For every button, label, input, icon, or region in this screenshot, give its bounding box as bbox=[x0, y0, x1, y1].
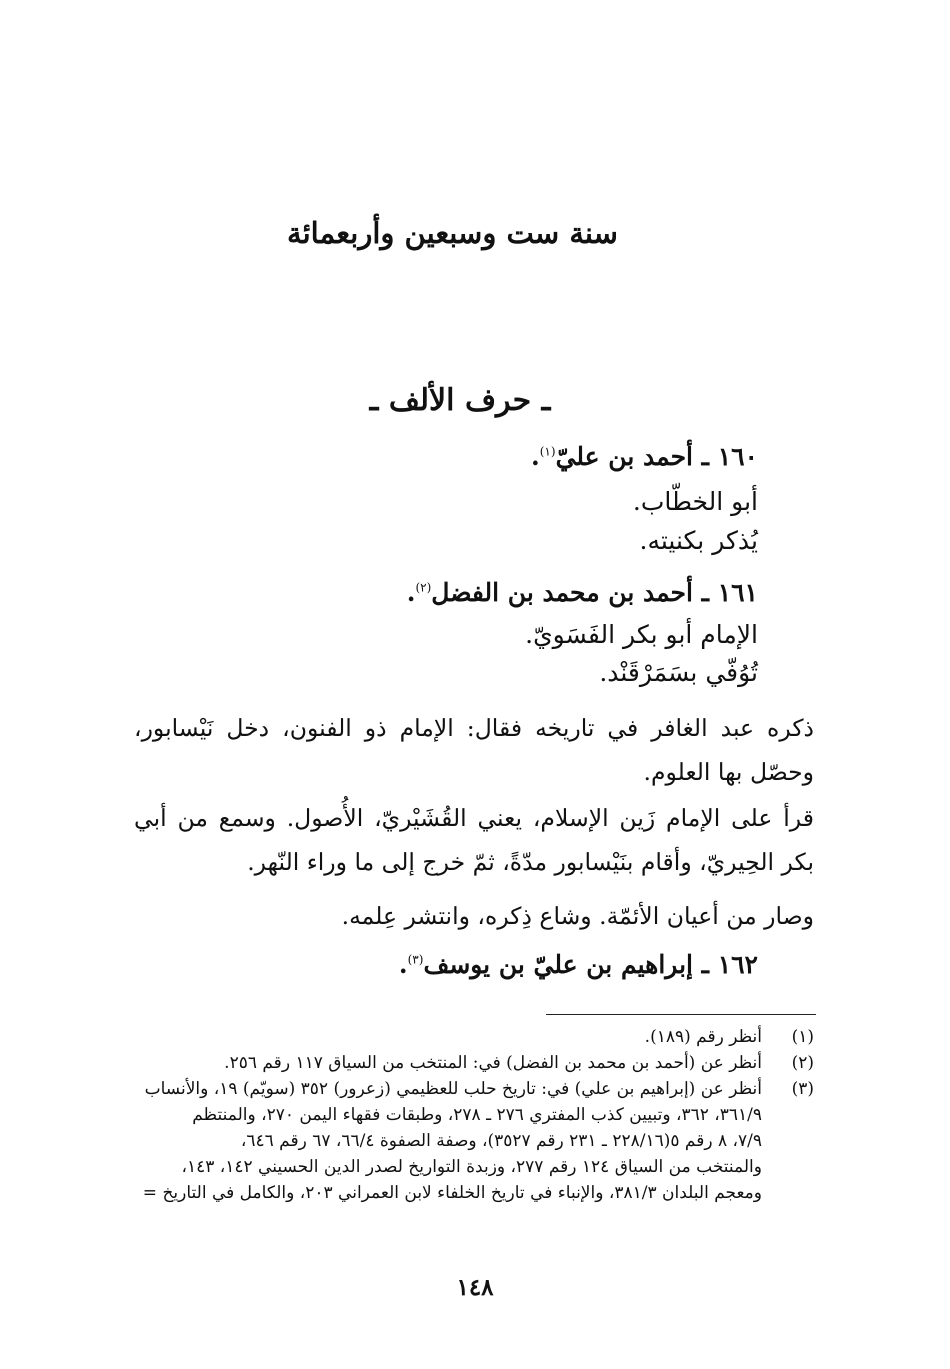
footnote-text: أنظر رقم (١٨٩). bbox=[644, 1027, 762, 1047]
footnote-ref: (١) bbox=[539, 444, 556, 459]
entry-line: يُذكر بكنيته. bbox=[639, 526, 758, 555]
footnote-1 bbox=[94, 1024, 814, 1050]
body-paragraph: قرأ على الإمام زَين الإسلام، يعني القُشَيْريّ، الأُصول. وسمع من أبي بكر الحِيريّ، وأقام بنَيْسابور مدّةً، ثمّ خرج إلى ما وراء النّهر. bbox=[134, 804, 814, 876]
footnote-number: (١) bbox=[791, 1027, 814, 1047]
body-paragraph: ذكره عبد الغافر في تاريخه فقال: الإمام ذو الفنون، دخل نَيْسابور، وحصّل بها العلوم. bbox=[134, 714, 814, 786]
entry-line: أبو الخطّاب. bbox=[632, 487, 758, 516]
footnote-text: ومعجم البلدان ٣٨١/٣، والإنباء في تاريخ الخلفاء لابن العمراني ٢٠٣، والكامل في التاريخ = bbox=[142, 1183, 762, 1203]
section-title: ـ حرف الألف ـ bbox=[369, 383, 551, 418]
entry-heading-text: ١٦٠ ـ أحمد بن عليّ bbox=[555, 442, 758, 471]
entry-heading: ١٦١ ـ أحمد بن محمد بن الفضل$^{(٢)}$. bbox=[406, 578, 758, 607]
footnote-ref: (٢) bbox=[415, 580, 432, 595]
footnote-divider bbox=[546, 1014, 816, 1015]
entry-line: تُوُفّي بسَمَرْقَنْد. bbox=[599, 658, 758, 687]
footnote-2 bbox=[94, 1050, 814, 1076]
footnote-text: أنظر عن (إبراهيم بن علي) في: تاريخ حلب للعظيمي (زعرور) ٣٥٢ (سويّم) ١٩، والأنساب bbox=[144, 1079, 762, 1099]
year-title: سنة ست وسبعين وأربعمائة bbox=[287, 216, 618, 250]
page-number: ١٤٨ bbox=[456, 1274, 494, 1301]
footnote-text: ٣٦١/٩، ٣٦٢، وتبيين كذب المفتري ٢٧٦ ـ ٢٧٨، وطبقات فقهاء اليمن ٢٧٠، والمنتظم bbox=[192, 1105, 762, 1125]
entry-heading-text: ١٦١ ـ أحمد بن محمد بن الفضل bbox=[431, 578, 758, 607]
footnote-number: (٢) bbox=[791, 1053, 814, 1073]
footnote-text: أنظر عن (أحمد بن محمد بن الفضل) في: المنتخب من السياق ١١٧ رقم ٢٥٦. bbox=[224, 1053, 762, 1073]
entry-heading: ١٦٠ ـ أحمد بن عليّ$^{(١)}$. bbox=[531, 442, 758, 471]
footnote-3 bbox=[94, 1076, 814, 1206]
body-paragraph: وصار من أعيان الأئمّة. وشاع ذِكره، وانتشر عِلمه. bbox=[341, 902, 814, 930]
footnote-text: ٧/٩، ٨ رقم ٥(٢٢٨/١٦ ـ ٢٣١ رقم ٣٥٢٧)، وصفة الصفوة ٦٦/٤، ٦٧ رقم ٦٤٦، bbox=[240, 1131, 762, 1151]
entry-heading-text: ١٦٢ ـ إبراهيم بن عليّ بن يوسف bbox=[423, 950, 758, 979]
entry-heading: ١٦٢ ـ إبراهيم بن عليّ بن يوسف$^{(٣)}$. bbox=[398, 950, 758, 979]
footnote-ref: (٣) bbox=[407, 952, 424, 967]
footnote-text: والمنتخب من السياق ١٢٤ رقم ٢٧٧، وزبدة التواريخ لصدر الدين الحسيني ١٤٢، ١٤٣، bbox=[181, 1157, 762, 1177]
entry-line: الإمام أبو بكر الفَسَويّ. bbox=[525, 620, 758, 649]
footnote-number: (٣) bbox=[791, 1079, 814, 1099]
footnotes bbox=[94, 1024, 814, 1206]
